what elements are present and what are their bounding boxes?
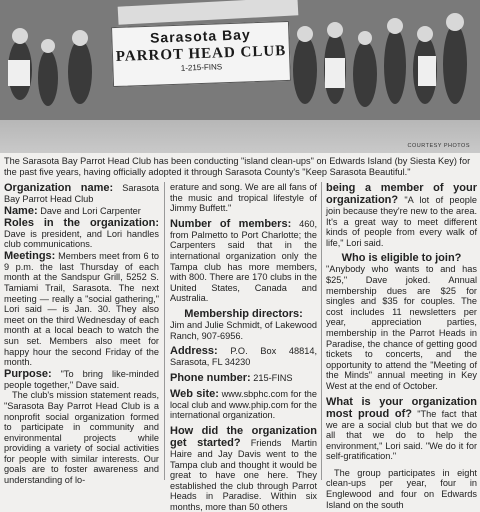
proud-label: What is your organization most proud of? bbox=[326, 395, 477, 420]
banner-line-3: 1-215-FINS bbox=[180, 62, 223, 73]
started-label: How did the organization get started? bbox=[170, 424, 317, 449]
phone-label: Phone number: bbox=[170, 371, 251, 384]
org-name-label: Organization name: bbox=[4, 182, 114, 194]
photo-caption: The Sarasota Bay Parrot Head Club has been conducting "island clean-ups" on Edwards Island (by Siesta Key) for the past five years, having officially adopted it through Sarasota County's "Keep Sarasota Beautiful." bbox=[4, 156, 471, 177]
proud-value: "The fact that we are a social club but that we do all that we do to help the environment," Lori said. "We do it for self-gratification." bbox=[326, 408, 477, 462]
cleanups-text: The group participates in eight clean-ups per year, four in Englewood and four on Edwards Island on the south bbox=[326, 467, 477, 510]
meetings-label: Meetings: bbox=[4, 249, 56, 262]
directors-label: Membership directors: bbox=[184, 307, 303, 320]
members-label: Number of members: bbox=[170, 217, 292, 230]
name-value: Dave and Lori Carpenter bbox=[40, 205, 141, 216]
started-value: Friends Martin Haire and Jay Davis went to the Tampa club and thought it would be great to have one here. They established the club through Parrot Heads in Paradise. Within six months, more than 50 others bbox=[170, 437, 317, 512]
column-divider bbox=[321, 182, 322, 480]
web-value: www.sbphc.com for the local club and www.phip.com for the international organization. bbox=[170, 388, 317, 421]
address-label: Address: bbox=[170, 345, 218, 358]
column-2 bbox=[170, 182, 317, 512]
org-name-value: Sarasota Bay Parrot Head Club bbox=[4, 183, 159, 204]
photo-credit: COURTESY PHOTOS bbox=[407, 143, 470, 149]
directors-value: Jim and Julie Schmidt, of Lakewood Ranch, 907-6956. bbox=[170, 319, 317, 341]
phone-value: 215-FINS bbox=[253, 372, 293, 383]
purpose-label: Purpose: bbox=[4, 367, 52, 380]
roles-value: Dave is president, and Lori handles club communications. bbox=[4, 228, 159, 250]
club-photo bbox=[0, 0, 480, 153]
meetings-value: Members meet from 6 to 9 p.m. the last Thursday of each month at the Sandspur Grill, 5252 S. Tamiami Trail, Sarasota. The next meeting — really a "social gathering," Lori said — is Jan. 30. They also meet on the third Wednesday of each month at a local beach to watch the sun set. Members also meet for happy hour the second Friday of the month. bbox=[4, 250, 159, 368]
eligible-label: Who is eligible to join? bbox=[341, 252, 462, 265]
banner-line-2: PARROT HEAD CLUB bbox=[115, 43, 287, 65]
purpose-value: "To bring like-minded people together," Dave said. bbox=[4, 368, 159, 390]
roles-label: Roles in the organization: bbox=[4, 216, 159, 229]
mission-text: The club's mission statement reads, "Sarasota Bay Parrot Head Club is a nonprofit social organization formed to participate in community and environmental projects while providing a variety of social activities for people with similar interests. Our goals are to foster awareness and understanding of lo- bbox=[4, 390, 159, 486]
column-1 bbox=[4, 182, 159, 486]
column-3 bbox=[326, 182, 477, 510]
eligible-value: "Anybody who wants to and has $25," Dave joked. Annual membership dues are $25 for singles and $35 for couples. The cost includes 11 newsletters per year, appreciation parties, membership in the Parrot Heads in Paradise, the chance of getting good tickets to concerts, and the opportunity to attend the "Meeting of the Minds" annual meeting in Key West at the end of October. bbox=[326, 264, 477, 391]
benefit-label: being a member of your organization? bbox=[326, 182, 477, 206]
club-banner bbox=[111, 21, 291, 87]
benefit-value: "A lot of people join because they're new to the area. It's a great way to meet different kinds of people from every walk of life," Lori said. bbox=[326, 195, 477, 248]
column-divider bbox=[164, 182, 165, 480]
col2-lead: erature and song. We are all fans of the music and tropical lifestyle of Jimmy Buffett." bbox=[170, 182, 317, 214]
banner-line-1: Sarasota Bay bbox=[149, 26, 251, 46]
web-label: Web site: bbox=[170, 387, 219, 400]
address-value: P.O. Box 48814, Sarasota, FL 34230 bbox=[170, 346, 317, 368]
name-label: Name: bbox=[4, 204, 38, 217]
members-value: 460, from Palmetto to Port Charlotte; the Carpenters said that in the international organization only the Tampa club has more members, with 800. There are 170 clubs in the United States, Canada and Australia. bbox=[170, 218, 317, 304]
